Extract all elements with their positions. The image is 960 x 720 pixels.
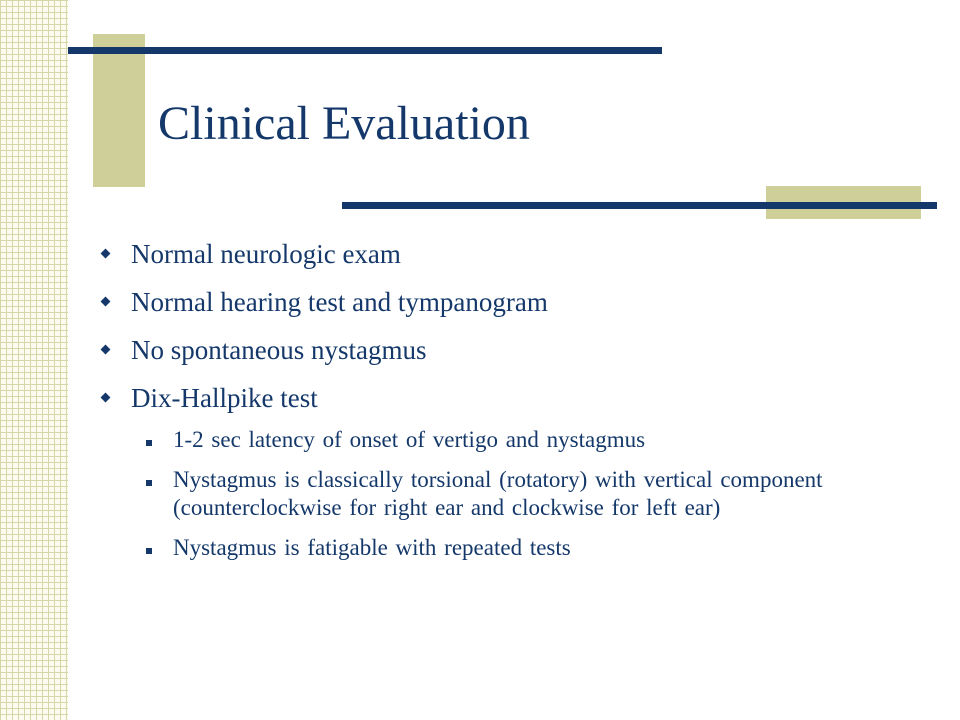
bullet-text: Normal neurologic exam	[131, 239, 401, 269]
sub-bullet-text: Nystagmus is classically torsional (rotatory) with vertical component (counterclockwise for right ear and clockwise for left ear)	[173, 467, 823, 520]
sub-bullet-item	[100, 426, 913, 454]
decorative-stripe-pattern	[0, 0, 68, 720]
bullet-text: No spontaneous nystagmus	[131, 335, 427, 365]
diamond-bullet-icon	[101, 249, 111, 259]
sub-bullet-text: Nystagmus is fatigable with repeated tests	[173, 535, 571, 560]
diamond-bullet-icon	[101, 345, 111, 355]
bullet-list	[100, 238, 930, 574]
bullet-text: Dix-Hallpike test	[131, 383, 318, 413]
decorative-tan-block	[93, 34, 145, 187]
square-bullet-icon	[146, 480, 152, 486]
bullet-item	[100, 382, 930, 414]
bullet-item	[100, 334, 930, 366]
square-bullet-icon	[146, 440, 152, 446]
bullet-item	[100, 238, 930, 270]
bottom-rule-line	[342, 202, 937, 209]
sub-bullet-text: 1-2 sec latency of onset of vertigo and nystagmus	[173, 427, 646, 452]
sub-bullet-item	[100, 534, 913, 562]
square-bullet-icon	[146, 548, 152, 554]
bullet-item	[100, 286, 930, 318]
diamond-bullet-icon	[101, 393, 111, 403]
sub-bullet-item	[100, 466, 913, 522]
slide-title: Clinical Evaluation	[158, 97, 530, 150]
diamond-bullet-icon	[101, 297, 111, 307]
bullet-text: Normal hearing test and tympanogram	[131, 287, 548, 317]
top-rule-line	[68, 47, 662, 54]
